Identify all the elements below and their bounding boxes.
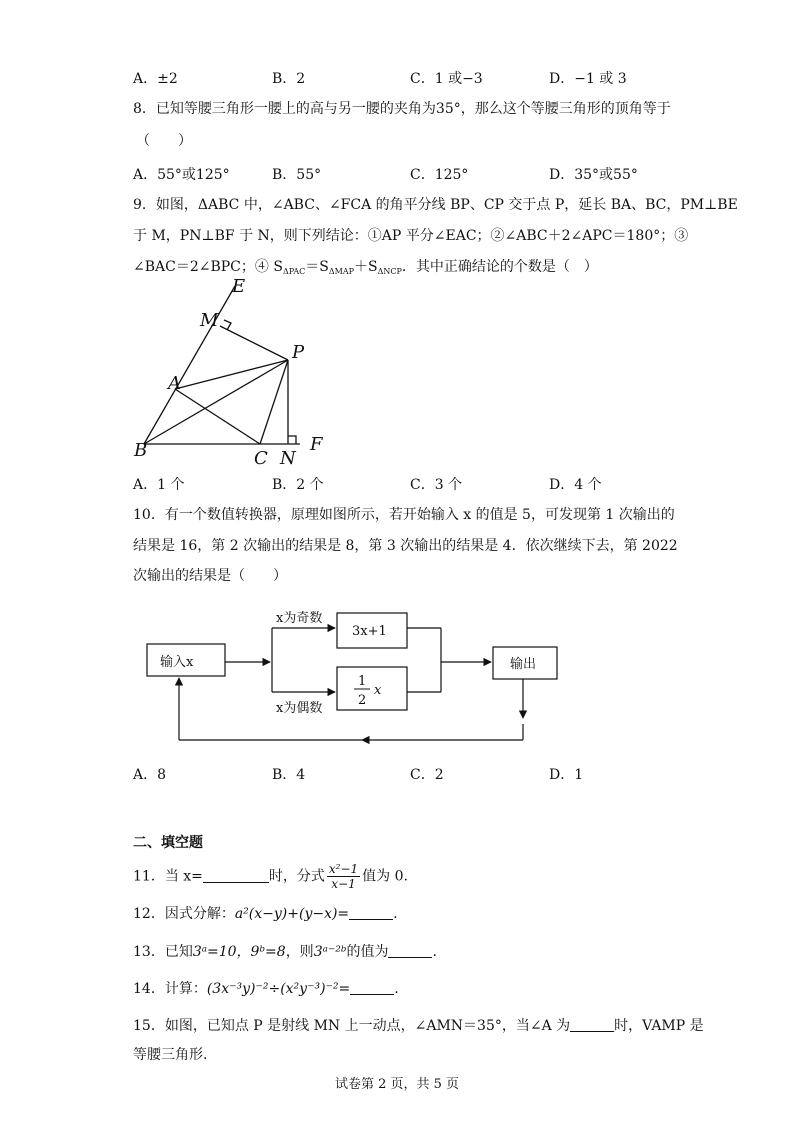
q11-fraction: $\frac{\text{x²−1}}{x-1}$ (328, 862, 359, 891)
q10-stem-line1: 10．有一个数值转换器，原理如图所示，若开始输入 x 的值是 5，可发现第 1 次输出的 (133, 507, 675, 523)
q9-option-c: C．3 个 (410, 477, 463, 493)
even-condition-label: x为偶数 (276, 701, 323, 716)
segment-pm (220, 326, 288, 360)
q8-option-a: A．55°或125° (133, 167, 230, 183)
q9-option-d: D．4 个 (549, 477, 602, 493)
label-f: F (310, 434, 323, 455)
label-b: B (134, 440, 148, 461)
q8-option-c: C．125° (410, 167, 469, 183)
segment-bp (144, 360, 288, 444)
q15-answer-blank[interactable] (570, 1031, 614, 1032)
q10-flowchart (130, 604, 570, 749)
q7-option-b: B．2 (272, 71, 306, 87)
q13-stem: 13．已知3ᵃ=10，9ᵇ=8，则3ᵃ⁻²ᵇ的值为 . (133, 944, 437, 960)
half-variable: x (374, 683, 382, 698)
label-a: A (168, 373, 181, 394)
half-numerator: 1 (358, 674, 367, 689)
q13-answer-blank[interactable] (388, 957, 432, 958)
segment-ac (175, 389, 260, 444)
half-denominator: 2 (358, 693, 367, 708)
label-e: E (232, 276, 246, 297)
q8-option-b: B．55° (272, 167, 322, 183)
page-footer: 试卷第 2 页，共 5 页 (334, 1077, 460, 1092)
q15-stem-line1: 15．如图，已知点 P 是射线 MN 上一动点，∠AMN＝35°，当∠A 为 时，VAMP 是 (133, 1018, 704, 1034)
q10-option-a: A．8 (133, 767, 167, 783)
even-operation-box (337, 667, 407, 710)
odd-condition-label: x为奇数 (276, 611, 323, 626)
q9-triangle-figure (130, 276, 340, 472)
q9-stem-line2: 于 M，PN⊥BF 于 N，则下列结论：①AP 平分∠EAC；②∠ABC＋2∠APC＝180°；③ (133, 228, 689, 244)
q15-stem-line2: 等腰三角形. (133, 1047, 208, 1063)
odd-operation-label: 3x+1 (352, 624, 387, 639)
q7-option-c: C．1 或−3 (410, 71, 483, 87)
q10-option-d: D．1 (549, 767, 584, 783)
right-angle-mark-n (288, 436, 296, 444)
label-c: C (254, 448, 268, 469)
label-n: N (280, 448, 296, 469)
q8-stem-line2: （ ） (136, 133, 192, 149)
output-label: 输出 (510, 657, 537, 672)
q10-stem-line3: 次输出的结果是（ ） (133, 568, 287, 584)
label-m: M (200, 310, 219, 331)
q14-stem: 14．计算：(3x⁻³y)⁻²÷(x²y⁻³)⁻²= . (133, 981, 399, 997)
q9-stem-line1: 9．如图，ΔABC 中，∠ABC、∠FCA 的角平分线 BP、CP 交于点 P，延长 BA、BC，PM⊥BE (133, 197, 738, 213)
q11-answer-blank[interactable] (203, 882, 269, 883)
q7-option-d: D．−1 或 3 (549, 71, 627, 87)
q9-option-b: B．2 个 (272, 477, 324, 493)
q10-option-b: B．4 (272, 767, 306, 783)
q10-option-c: C．2 (410, 767, 444, 783)
ray-be (144, 286, 235, 444)
q11-stem: 11．当 x= 时，分式 $\frac{\text{x²−1}}{x-1}$ 值为 0. (133, 862, 408, 891)
input-label: 输入x (160, 655, 194, 670)
q8-stem-line1: 8．已知等腰三角形一腰上的高与另一腰的夹角为35°，那么这个等腰三角形的顶角等于 (133, 101, 671, 117)
q8-option-d: D．35°或55° (549, 167, 638, 183)
section-fill-in-title: 二、填空题 (133, 835, 203, 851)
q7-option-a: A．±2 (133, 71, 178, 87)
segment-ap (175, 360, 288, 389)
segment-cp (260, 360, 288, 444)
q9-option-a: A．1 个 (133, 477, 185, 493)
q9-stem-line3: ∠BAC＝2∠BPC；④ $S_{\Delta PAC}=S_{\Delta MAP}+S_{\Delta NCP}$．其中正确结论的个数是（ ） (133, 259, 598, 276)
label-p: P (292, 342, 305, 363)
q14-answer-blank[interactable] (350, 994, 394, 995)
q12-answer-blank[interactable] (349, 919, 393, 920)
q10-stem-line2: 结果是 16，第 2 次输出的结果是 8，第 3 次输出的结果是 4．依次继续下去，第 2022 (133, 538, 678, 554)
q12-stem: 12．因式分解：a²(x−y)+(y−x)= . (133, 906, 398, 922)
